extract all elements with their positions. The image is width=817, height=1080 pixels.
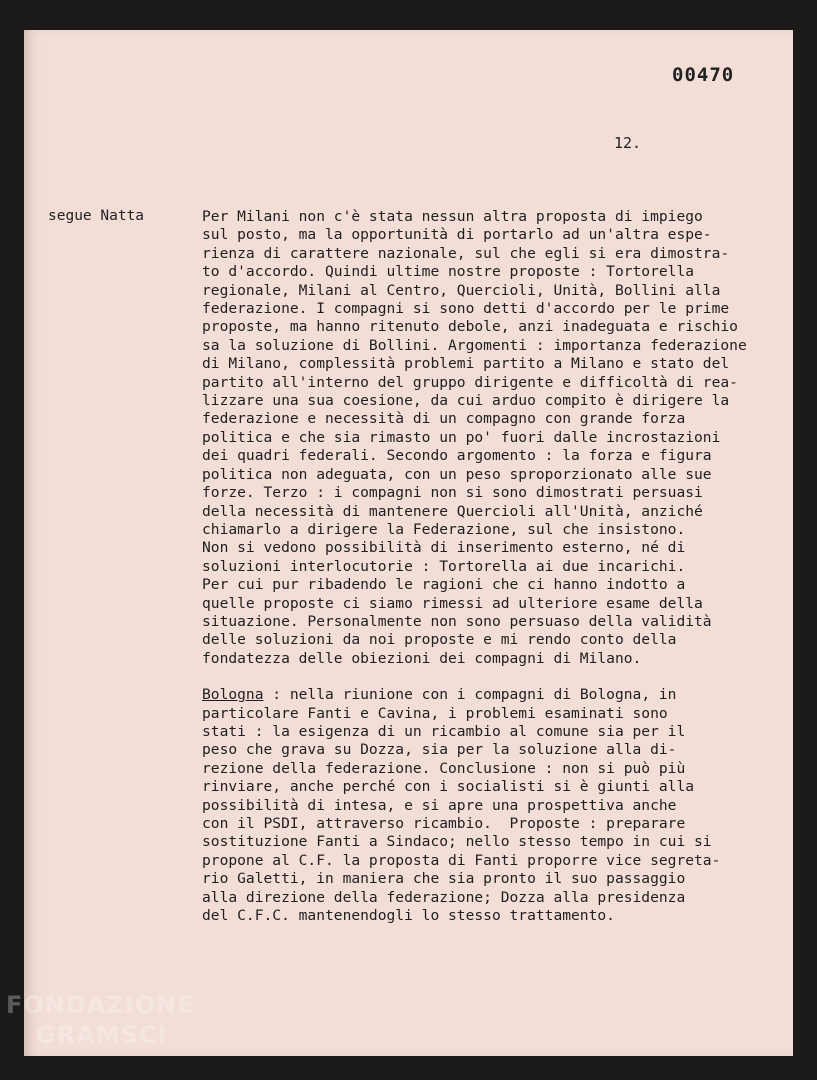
text-line: rienza di carattere nazionale, sul che egli si era dimostra- [202, 244, 730, 262]
text-line: federazione e necessità di un compagno con grande forza [202, 410, 686, 428]
text-line: alla direzione della federazione; Dozza alla presidenza [202, 888, 686, 906]
text-line: possibilità di intesa, e si apre una prospettiva anche [202, 796, 677, 814]
paragraph-gap [202, 668, 788, 686]
text-line: lizzare una sua coesione, da cui arduo compito è dirigere la [202, 392, 730, 410]
text-line: propone al C.F. la proposta di Fanti proporre vice segreta- [202, 851, 721, 869]
paragraph-bologna-lines [202, 705, 788, 926]
text-line: stati : la esigenza di un ricambio al comune sia per il [202, 722, 686, 740]
text-line: to d'accordo. Quindi ultime nostre proposte : Tortorella [202, 263, 695, 281]
text-line: Per cui pur ribadendo le ragioni che ci hanno indotto a [202, 576, 686, 594]
text-line: del C.F.C. mantenendogli lo stesso trattamento. [202, 907, 615, 925]
text-line: delle soluzioni da noi proposte e mi rendo conto della [202, 631, 677, 649]
watermark-line-2: GRAMSCI [36, 1021, 168, 1049]
text-line: situazione. Personalmente non sono persuaso della validità [202, 612, 712, 630]
bologna-heading: Bologna [202, 686, 264, 704]
text-line: sostituzione Fanti a Sindaco; nello stesso tempo in cui si [202, 833, 712, 851]
bleed-through-text [104, 400, 155, 414]
text-line: fondatezza delle obiezioni dei compagni di Milano. [202, 649, 642, 667]
text-line: rio Galetti, in maniera che sia pronto il suo passaggio [202, 870, 686, 888]
text-line: partito all'interno del gruppo dirigente e difficoltà di rea- [202, 373, 738, 391]
bologna-first-line-rest: : nella riunione con i compagni di Bologna, in [263, 686, 677, 704]
text-line: chiamarlo a dirigere la Federazione, sul che insistono. [202, 520, 686, 538]
speaker-label: segue Natta [48, 208, 145, 224]
paragraph-bologna-first-line [202, 686, 788, 704]
page-number: 12. [614, 134, 642, 152]
watermark-line-1: FONDAZIONE [6, 991, 195, 1019]
text-line: sa la soluzione di Bollini. Argomenti : importanza federazione [202, 336, 747, 354]
text-line: di Milano, complessità problemi partito a Milano e stato del [202, 355, 730, 373]
fondazione-gramsci-watermark [6, 990, 195, 1050]
paragraph-bologna [202, 686, 788, 925]
text-line: rinviare, anche perché con i socialisti si è giunti alla [202, 778, 695, 796]
text-line: con il PSDI, attraverso ricambio. Proposte : preparare [202, 815, 686, 832]
text-line: quelle proposte ci siamo rimessi ad ulteriore esame della [202, 594, 703, 612]
text-line: proposte, ma hanno ritenuto debole, anzi inadeguata e rischio [202, 318, 738, 336]
archive-number: 00470 [672, 64, 735, 86]
text-line: regionale, Milani al Centro, Quercioli, Unità, Bollini alla [202, 281, 721, 299]
text-line: federazione. I compagni si sono detti d'accordo per le prime [202, 300, 730, 318]
body-text [202, 208, 788, 925]
text-line: forze. Terzo : i compagni non si sono dimostrati persuasi [202, 484, 703, 502]
text-line: Non si vedono possibilità di inserimento esterno, né di [202, 539, 686, 557]
text-line: della necessità di mantenere Quercioli all'Unità, anziché [202, 502, 703, 520]
text-line: particolare Fanti e Cavina, i problemi esaminati sono [202, 704, 668, 722]
text-line: Per Milani non c'è stata nessun altra proposta di impiego [202, 208, 703, 225]
paragraph-milano [202, 208, 788, 668]
text-line: politica e che sia rimasto un po' fuori dalle incrostazioni [202, 428, 721, 446]
text-line: dei quadri federali. Secondo argomento : la forza e figura [202, 447, 712, 465]
text-line: soluzioni interlocutorie : Tortorella ai due incarichi. [202, 557, 686, 575]
document-page [24, 30, 793, 1056]
text-line: sul posto, ma la opportunità di portarlo ad un'altra espe- [202, 226, 712, 244]
text-line: politica non adeguata, con un peso sproporzionato alle sue [202, 465, 712, 483]
text-line: peso che grava su Dozza, sia per la soluzione alla di- [202, 741, 677, 759]
text-line: rezione della federazione. Conclusione : non si può più [202, 759, 686, 777]
